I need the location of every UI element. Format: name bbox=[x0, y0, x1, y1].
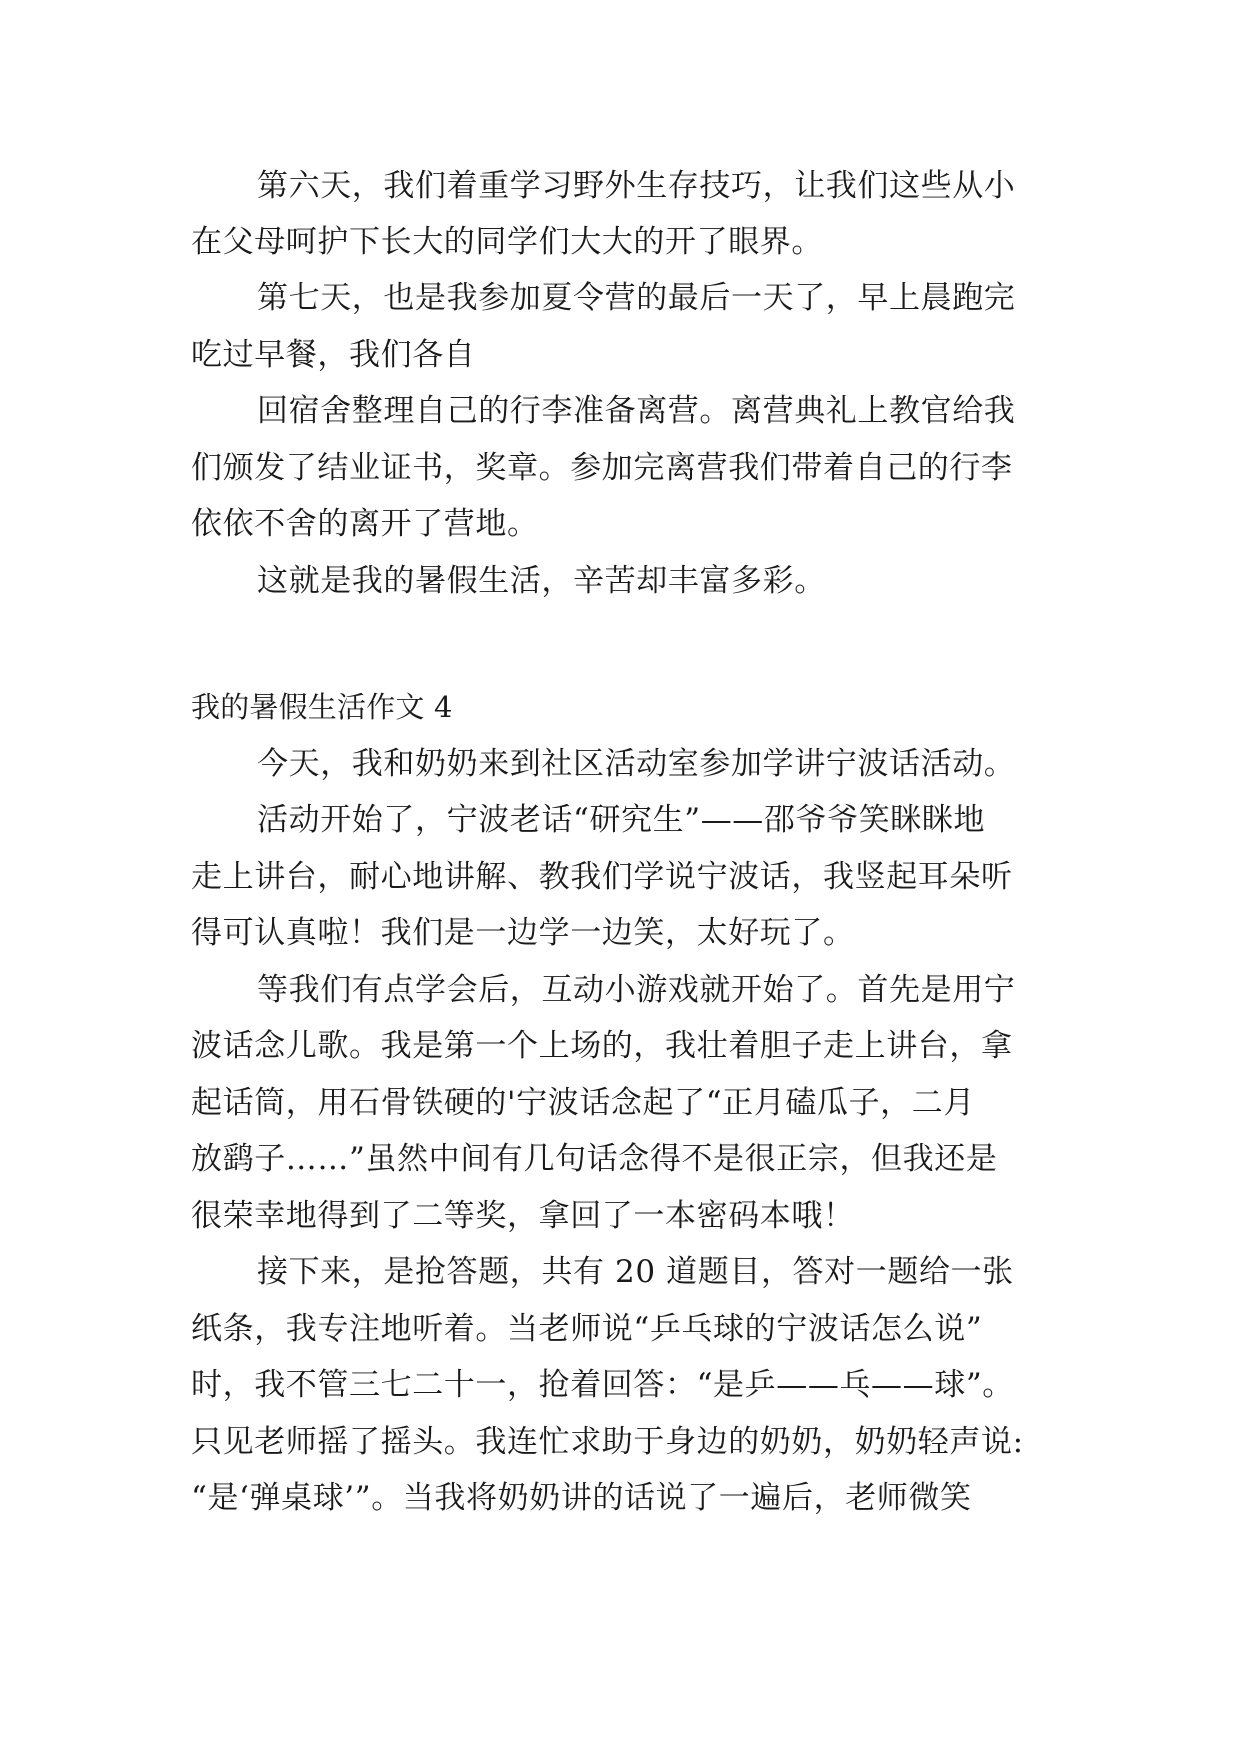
paragraph-line: 吃过早餐，我们各自 bbox=[191, 337, 476, 373]
paragraph-line: 得可认真啦！我们是一边学一边笑，太好玩了。 bbox=[191, 915, 855, 951]
paragraph-line: 走上讲台，耐心地讲解、教我们学说宁波话，我竖起耳朵听 bbox=[191, 859, 1013, 895]
paragraph-line: 今天，我和奶奶来到社区活动室参加学讲宁波话活动。 bbox=[257, 746, 1016, 782]
paragraph-line: 等我们有点学会后，互动小游戏就开始了。首先是用宁 bbox=[257, 972, 1016, 1008]
paragraph-line: 起话筒，用石骨铁硬的'宁波话念起了“正月磕瓜子，二月 bbox=[191, 1085, 975, 1121]
paragraph-line: 们颁发了结业证书，奖章。参加完离营我们带着自己的行李 bbox=[191, 450, 1013, 486]
paragraph-line: 只见老师摇了摇头。我连忙求助于身边的奶奶，奶奶轻声说: bbox=[191, 1424, 1024, 1460]
paragraph-line: 放鹞子……”虽然中间有几句话念得不是很正宗，但我还是 bbox=[191, 1141, 998, 1177]
paragraph-line: 时，我不管三七二十一，抢着回答：“是乒——乓——球”。 bbox=[191, 1367, 1014, 1403]
paragraph-line: 在父母呵护下长大的同学们大大的开了眼界。 bbox=[191, 224, 823, 260]
paragraph-line: 活动开始了，宁波老话“研究生”——邵爷爷笑眯眯地 bbox=[257, 802, 986, 838]
paragraph-line: 很荣幸地得到了二等奖，拿回了一本密码本哦！ bbox=[191, 1198, 855, 1234]
paragraph-line: 回宿舍整理自己的行李准备离营。离营典礼上教官给我 bbox=[257, 393, 1016, 429]
paragraph-line: 第七天，也是我参加夏令营的最后一天了，早上晨跑完 bbox=[257, 280, 1016, 316]
paragraph-line: 第六天，我们着重学习野外生存技巧，让我们这些从小 bbox=[257, 168, 1016, 204]
section-title: 我的暑假生活作文 4 bbox=[191, 690, 453, 724]
paragraph-line: 这就是我的暑假生活，辛苦却丰富多彩。 bbox=[257, 563, 826, 599]
paragraph-line: “是‘弹桌球’”。当我将奶奶讲的话说了一遍后，老师微笑 bbox=[191, 1480, 972, 1516]
paragraph-line: 纸条，我专注地听着。当老师说“乒乓球的宁波话怎么说” bbox=[191, 1311, 983, 1347]
paragraph-line: 依依不舍的离开了营地。 bbox=[191, 506, 539, 542]
paragraph-line: 接下来，是抢答题，共有 20 道题目，答对一题给一张 bbox=[257, 1254, 1014, 1290]
paragraph-line: 波话念儿歌。我是第一个上场的，我壮着胆子走上讲台，拿 bbox=[191, 1028, 1013, 1064]
